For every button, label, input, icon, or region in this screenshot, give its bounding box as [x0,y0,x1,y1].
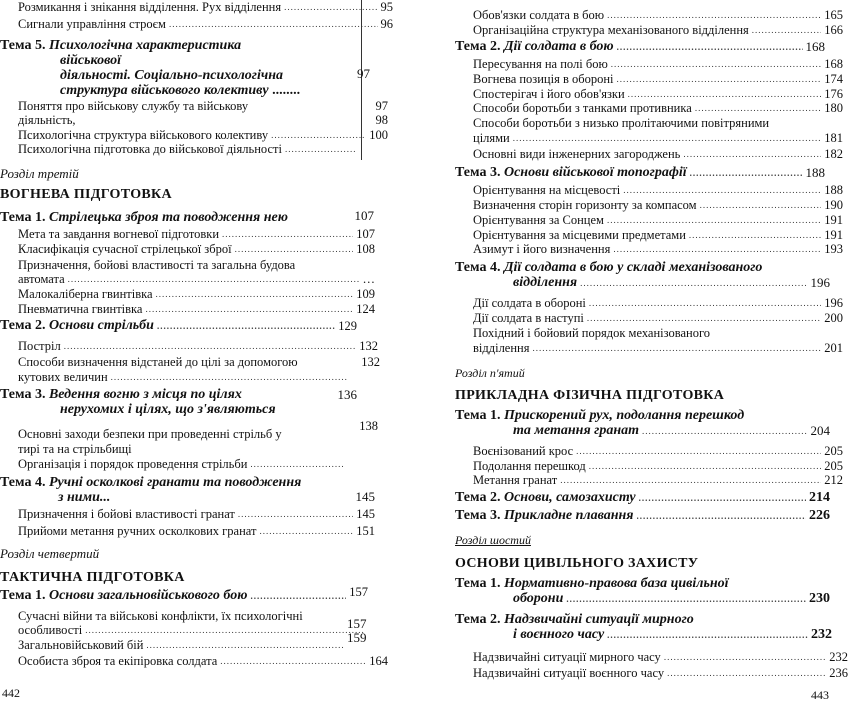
section-title: ТАКТИЧНА ПІДГОТОВКА [0,570,185,585]
toc-entry: Особиста зброя та екіпіровка солдата ..... 164 [0,654,388,668]
section-label: Розділ третій [0,166,79,181]
toc-entry: тирі та на стрільбищі [18,442,132,456]
section-label: Розділ п'ятий [455,366,525,380]
toc-entry: Орієнтування на місцевості ..... 188 [455,183,843,197]
toc-entry: Розмикання і знікання відділення. Рух відділення ..... 95 [0,0,393,14]
toc-entry: Похідний і бойовий порядок механізованого [473,326,711,340]
topic-heading: Тема 5. Психологічна характеристика військової діяльності. Соціально-психологічна структура військового колективу ........ 97 [0,38,370,98]
toc-entry: Загальновійськовий бій ..... [0,638,348,652]
toc-entry: Вогнева позиція в обороні ..... 174 [455,72,843,86]
topic-heading: Тема 1. Стрілецька зброя та поводження нею 107 [0,208,374,225]
topic-heading: Тема 1. Прискорений рух, подолання перешкод та метання гранат ..... 204 [455,408,830,438]
section-label: Розділ шостий [455,533,531,547]
toc-entry: Психологічна структура військового колективу ..... 100 [0,128,388,142]
toc-entry: Обов'язки солдата в бою ..... 165 [455,8,843,22]
section-label: Розділ четвертий [0,546,100,561]
topic-heading: Тема 4. Дії солдата в бою у складі механізованого відділення ..... 196 [455,260,830,290]
toc-entry: Мета та завдання вогневої підготовки ..... 107 [0,227,375,241]
topic-heading: Тема 3. Прикладне плавання ..... 226 [455,508,830,523]
toc-entry: Орієнтування за місцевими предметами ..... 191 [455,228,843,242]
topic-heading: Тема 3. Ведення вогню з місця по цілях нерухомих і цілях, що з'являються 136 [0,387,357,417]
toc-entry: Надзвичайні ситуації мирного часу ..... 232 [455,650,848,664]
toc-entry: Класифікація сучасної стрілецької зброї ..... 108 [0,242,375,256]
topic-heading: Тема 2. Основи, самозахисту ..... 214 [455,490,830,505]
toc-entry: Метання гранат ..... 212 [455,473,843,487]
toc-entry: Надзвичайні ситуації воєнного часу ..... 236 [455,666,848,680]
toc-entry: Пересування на полі бою ..... 168 [455,57,843,71]
toc-entry: автомата ..... … [0,272,375,286]
toc-entry: Сигнали управління строєм ..... 96 [0,17,393,31]
toc-entry: цілями ..... 181 [455,131,843,145]
toc-entry: Прийоми метання ручних осколкових гранат ..... 151 [0,524,375,538]
toc-entry: Дії солдата в обороні ..... 196 [455,296,843,310]
toc-entry: Спостерігач і його обов'язки ..... 176 [455,87,843,101]
topic-heading: Тема 1. Основи загальновійськового бою ..... 157 [0,588,368,603]
section-title: ВОГНЕВА ПІДГОТОВКА [0,187,172,202]
toc-entry: Призначення і бойові властивості гранат ..... 145 [0,507,375,521]
toc-entry: Психологічна підготовка до військової діяльності ..... [0,142,358,156]
topic-heading: Тема 1. Нормативно-правова база цивільної оборони ..... 230 [455,576,830,606]
toc-entry: Пневматична гвинтівка ..... 124 [0,302,375,316]
toc-entry: Постріл ..... 132 [0,339,378,353]
toc-entry: кутових величин ..... [0,370,350,384]
toc-entry: Подолання перешкод ..... 205 [455,459,843,473]
topic-heading: Тема 2. Надзвичайні ситуації мирного і воєнного часу ..... 232 [455,612,832,642]
toc-entry: Організаційна структура механізованого відділення ..... 166 [455,23,843,37]
toc-entry: Способи боротьби з низько пролітаючими повітряними [473,116,770,130]
left-page [0,0,430,703]
toc-entry: Дії солдата в наступі ..... 200 [455,311,843,325]
topic-heading: Тема 3. Основи військової топографії ..... 188 [455,165,825,180]
toc-entry: особливості ..... [0,623,368,637]
topic-heading: Тема 2. Дії солдата в бою ..... 168 [455,39,825,54]
toc-entry: Основні заходи безпеки при проведенні стрільб у 138 [18,419,378,441]
toc-entry: Орієнтування за Сонцем ..... 191 [455,213,843,227]
page-number: 443 [811,688,829,702]
section-title: ОСНОВИ ЦИВІЛЬНОГО ЗАХИСТУ [455,556,699,571]
page-number: 442 [2,686,20,700]
toc-entry: відділення ..... 201 [455,341,843,355]
toc-entry: Воєнізований крос ..... 205 [455,444,843,458]
toc-entry: діяльність, 98 [18,113,388,127]
toc-entry: Малокаліберна гвинтівка ..... 109 [0,287,375,301]
toc-entry: Основні види інженерних загороджень ..... 182 [455,147,843,161]
toc-entry: Призначення, бойові властивості та загальна будова [18,258,296,272]
toc-entry: Азимут і його визначення ..... 193 [455,242,843,256]
toc-entry: Сучасні війни та військові конфлікти, їх психологічні [18,609,303,623]
topic-heading: Тема 2. Основи стрільби ..... 129 [0,318,357,333]
toc-entry: Способи боротьби з танками противника ..... 180 [455,101,843,115]
toc-entry: Визначення сторін горизонту за компасом ..... 190 [455,198,843,212]
topic-heading: Тема 4. Ручні осколкові гранати та поводження з ними... 145 [0,475,375,505]
toc-entry: Способи визначення відстаней до цілі за допомогою 132 [18,355,380,369]
page-number-stack: 157 159 [347,616,367,645]
toc-entry: Поняття про військову службу та військову 97 [18,99,388,113]
section-title: ПРИКЛАДНА ФІЗИЧНА ПІДГОТОВКА [455,388,725,403]
toc-entry: Організація і порядок проведення стрільби ..... [0,457,348,471]
right-page [455,0,860,703]
